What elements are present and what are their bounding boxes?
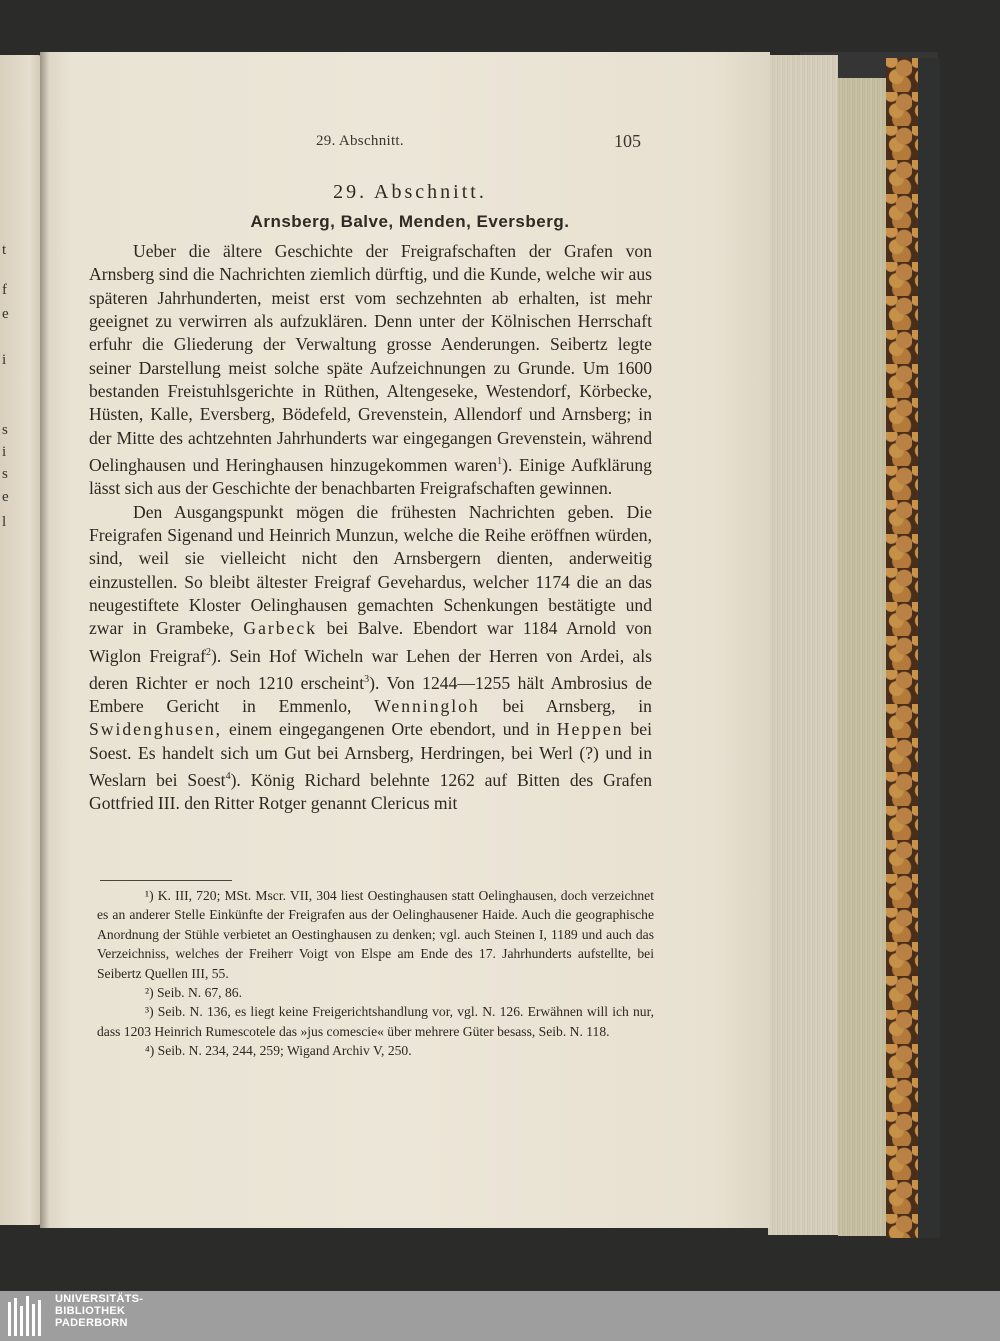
text-run: Ueber die ältere Geschichte der Freigrafschaften der Grafen von Arnsberg sind die Nachrichten ziemlich dürftig, und die Kunde, welche wir aus späteren Jahrhunderten, meist erst vom sechzehnten ab erhalten, ist mehr geeignet zu verwirren als aufzuklären. Denn unter der Kölnischen Herrschaft erfuhr die Gliederung der Verwaltung grosse Aenderungen. Seibertz legte seiner Darstellung meist solche späte Aufzeichnungen zu Grunde. Um 1600 bestanden Freistuhlsgerichte in Rüthen, Altengeseke, Westendorf, Körbecke, Hüsten, Kalle, Eversberg, Bödefeld, Grevenstein, Allendorf und Arnsberg; in der Mitte des achtzehnten Jahrhunderts war eingegangen Grevenstein, während Oelinghausen und Heringhausen hinzugekommen waren xyxy=(89,241,652,475)
footnote: ⁴) Seib. N. 234, 244, 259; Wigand Archiv V, 250. xyxy=(145,1043,412,1059)
footnote: ³) Seib. N. 136, es liegt keine Freigerichtshandlung vor, vgl. N. 126. Erwähnen will ich nur, dass 1203 Heinrich Rumescotele das »jus comescie« über mehrere Güter besass, Seib. N. 118. xyxy=(97,1004,654,1039)
footnote-divider xyxy=(100,880,232,881)
place-name: Wenningloh xyxy=(374,696,480,717)
prev-letter: i xyxy=(2,352,7,368)
prev-letter: e xyxy=(2,489,9,505)
text-run: ). König Richard belehnte 1262 auf Bitten des Grafen Gottfried III. den Ritter Rotger genannt Clericus mit xyxy=(89,770,652,814)
paragraph xyxy=(89,240,652,501)
footnotes xyxy=(97,886,654,1061)
library-name-line: PADERBORN xyxy=(55,1317,128,1329)
library-name-line: UNIVERSITÄTS- xyxy=(55,1293,144,1305)
footnote: ¹) K. III, 720; MSt. Mscr. VII, 304 liest Oestinghausen statt Oelinghausen, doch verzeichnet es an anderer Stelle Einkünfte der Freigrafen aus der Oelinghausener Haide. Auch die geographische Anordnung der Stühle verbietet an Oestinghausen zu denken; vgl. auch Steinen I, 1189 und auch das Verzeichniss, welches der Freiherr Voigt von Elspe am Ende des 17. Jahrhunderts aufstellte, bei Seibertz Quellen III, 55. xyxy=(97,888,654,981)
section-title: Arnsberg, Balve, Menden, Eversberg. xyxy=(250,212,570,231)
text-run: bei Arnsberg, in xyxy=(502,696,652,717)
text-run: ). Sein Hof Wicheln war Lehen der Herren von Ardei, als deren Richter er noch 1210 erscheint xyxy=(89,645,652,693)
chapter-title: 29. Abschnitt. xyxy=(333,181,487,203)
body-text xyxy=(89,240,652,816)
footnote-ref: 2 xyxy=(205,646,211,658)
footnote-ref: 4 xyxy=(225,771,231,783)
footnote: ²) Seib. N. 67, 86. xyxy=(145,985,242,1001)
library-name xyxy=(55,1293,143,1329)
prev-letter: f xyxy=(2,282,7,298)
text-run: bei Soest. Es handelt sich um Gut bei Arnsberg, Herdringen, bei Werl (?) und in Weslarn bei Soest xyxy=(89,719,652,790)
page-number: 105 xyxy=(614,131,641,151)
place-name: Garbeck xyxy=(243,618,318,639)
library-footer xyxy=(0,1291,1000,1341)
text-run: ). Von 1244—1255 hält Ambrosius de Embere Gericht in Emmenlo, xyxy=(89,672,653,717)
prev-letter: t xyxy=(2,242,7,258)
text-run: einem eingegangenen Orte ebendort, und in xyxy=(229,719,550,740)
running-head: 29. Abschnitt. xyxy=(316,133,404,149)
text-run: bei Balve. Ebendort war 1184 Arnold von Wiglon Freigraf xyxy=(89,618,652,666)
prev-letter: s xyxy=(2,422,8,438)
prev-letter: l xyxy=(2,514,7,530)
text-run: ). Einige Aufklärung lässt sich aus der Geschichte der benachbarten Freigrafschaften gewinnen. xyxy=(89,454,652,499)
library-logo-icon xyxy=(8,1296,46,1336)
page-block-edge xyxy=(768,55,838,1235)
prev-letter: s xyxy=(2,466,8,482)
text-run: Den Ausgangspunkt mögen die frühesten Nachrichten geben. Die Freigrafen Sigenand und Heinrich Munzun, welche die Reihe eröffnen würden, sind, weil sie vielleicht nicht den Arnsbergern dienten, anderweitig einzustellen. So bleibt ältester Freigraf Gevehardus, welcher 1174 die an das neugestiftete Kloster Oelinghausen gemachten Schenkungen bestätigte und zwar in Grambeke, xyxy=(89,501,652,639)
page-block-edge-inner xyxy=(838,78,888,1236)
cover-spine xyxy=(918,58,940,1238)
place-name: Swidenghusen, xyxy=(89,719,223,740)
prev-letter: i xyxy=(2,444,7,460)
prev-letter: e xyxy=(2,306,9,322)
footnote-ref: 1 xyxy=(497,456,503,468)
footnote-ref: 3 xyxy=(364,673,370,685)
library-name-line: BIBLIOTHEK xyxy=(55,1305,126,1317)
place-name: Heppen xyxy=(556,719,624,740)
paragraph xyxy=(89,501,652,816)
